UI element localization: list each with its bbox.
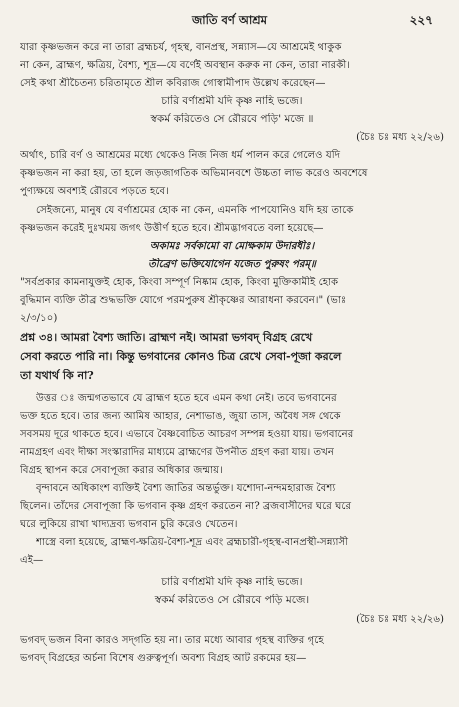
page-number: ২২৭ [409, 13, 433, 27]
paragraph-line: ভগবদ্‌ ভজন বিনা কারও সদ্‌গতি হয় না। তার মধ্যে আবার গৃহস্থ ব্যক্তির গৃহে [20, 635, 324, 646]
paragraph-line: সবসময় দূরে থাকতে হবে। এভাবে বৈষ্ণবোচিত আচরণ সম্পন্ন হওয়া যায়। ভগবানের [20, 429, 354, 440]
question-heading: প্রশ্ন ৩৪। আমরা বৈশ্য জাতি। ব্রাহ্মণ নই। আমরা ভগবদ্‌ বিগ্রহ রেখে [20, 331, 313, 344]
question-heading: তা যথার্থ কি না? [20, 369, 94, 382]
paragraph-line: কৃষ্ণভজন না করা হয়, তা হলে জড়জাগতিক অভিমানবশে উচ্চতা লাভ করেও অবশেষে [20, 168, 368, 179]
sanskrit-verse-line: অকামঃ সর্বকামো বা মোক্ষকাম উদারধীঃ। [149, 240, 315, 252]
paragraph-line: পুণ্যক্ষয়ে অবশ্যই রৌরবে পড়তে হবে। [20, 186, 169, 197]
answer-line: উত্তর ঃ জন্মগতভাবে যে ব্রাহ্মণ হতে হবে এমন কথা নেই। তবে ভগবানের [36, 393, 337, 404]
verse-line: চারি বর্ণাশ্রমী যদি কৃষ্ণ নাহি ভজে। [161, 576, 303, 588]
paragraph-line: ভগবদ্‌ বিগ্রহের অর্চনা বিশেষ গুরুত্বপূর্ণ। অবশ্য বিগ্রহ আট রকমের হয়— [20, 653, 307, 664]
paragraph-line: নামগ্রহণ এবং দীক্ষা সংস্কারাদির মাধ্যমে ব্রাহ্মণের উপনীত গ্রহণ করা যায়। তখন [20, 447, 334, 458]
page-title: জাতি বর্ণ আশ্রম [191, 13, 268, 27]
paragraph-line: "সর্বপ্রকার কামনাযুক্তই হোক, কিংবা সম্পূর্ণ নিষ্কাম হোক, কিংবা মুক্তিকামীই হোক [20, 277, 339, 288]
paragraph-line: ২/৩/১০) [20, 313, 58, 324]
paragraph-line: বুদ্ধিমান ব্যক্তি তীব্র শুদ্ধভক্তি যোগে পরমপুরুষ শ্রীকৃষ্ণের আরাধনা করবেন।" (ভাঃ [20, 295, 347, 306]
paragraph-line: বৃন্দাবনে অধিকাংশ ব্যক্তিই বৈশ্য জাতির অন্তর্ভুক্ত। যশোদা-নন্দমহারাজ বৈশ্য [36, 483, 336, 494]
paragraph-line: কৃষ্ণভজন করেই দুঃখময় জগৎ উত্তীর্ণ হতে হবে। শ্রীমদ্ভাগবতে বলা হয়েছে— [20, 223, 324, 234]
verse-line: স্বকর্ম করিতেও সে রৌরবে পড়ি' মজে ॥ [150, 113, 314, 125]
verse-line: স্বকর্ম করিতেও সে রৌরবে পড়ি মজে। [154, 594, 310, 606]
paragraph-line: এই— [20, 555, 44, 566]
paragraph-line: শাস্ত্রে বলা হয়েছে, ব্রাহ্মণ-ক্ষত্রিয়-বৈশ্য-শূদ্র এবং ব্রহ্মচারী-গৃহস্থ-বানপ্রস্থী-সন্ন্যাসী [36, 537, 349, 548]
paragraph-line: যারা কৃষ্ণভজন করে না তারা ব্রহ্মচর্য, গৃহস্থ, বানপ্রস্থ, সন্ন্যাস—যে আশ্রমেই থাকুক [20, 42, 342, 53]
paragraph-line: না কেন, ব্রাহ্মণ, ক্ষত্রিয়, বৈশ্য, শূদ্র—যে বর্ণেই অবস্থান করুক না কেন, তারা নারকী। [20, 60, 350, 71]
paragraph-line: ঘরে লুকিয়ে রাখা খাদ্যদ্রব্য ভগবান চুরি করেও খেতেন। [20, 519, 238, 530]
paragraph-line: ছিলেন। তাঁদের সেবাপূজা কি ভগবান কৃষ্ণ গ্রহণ করতেন না? ব্রজবাসীদের ঘরে ঘরে [20, 501, 352, 512]
paragraph-line: সেই কথা শ্রীচৈতন্য চরিতামৃতে শ্রীল কবিরাজ গোস্বামীপাদ উল্লেখ করেছেন— [20, 78, 326, 89]
paragraph-line: বিগ্রহ স্থাপন করে সেবাপূজা করার অধিকার জন্মায়। [20, 465, 223, 476]
verse-line: চারি বর্ণাশ্রমী যদি কৃষ্ণ নাহি ভজে। [161, 95, 303, 107]
paragraph-line: অর্থাৎ, চারি বর্ণ ও আশ্রমের মধ্যে থেকেও নিজ নিজ ধর্ম পালন করে গেলেও যদি [20, 150, 341, 161]
paragraph-line: সেইজন্যে, মানুষ যে বর্ণাশ্রমের হোক না কেন, এমনকি পাপযোনিও যদি হয় তাকে [36, 205, 354, 216]
verse-reference: (চৈঃ চঃ মধ্য ২২/২৬) [356, 614, 444, 625]
paragraph-line: ভক্ত হতে হবে। তার জন্য আমিষ আহার, নেশাভাঙ, জুয়া তাস, অবৈধ সঙ্গ থেকে [20, 411, 341, 422]
page-header [0, 12, 459, 30]
question-heading: সেবা করতে পারি না। কিন্তু ভগবানের কোনও চিত্র রেখে সেবা-পূজা করলে [20, 350, 342, 363]
sanskrit-verse-line: তীব্রেণ ভক্তিযোগেন যজেত পুরুষং পরম্‌॥ [148, 258, 316, 270]
verse-reference: (চৈঃ চঃ মধ্য ২২/২৬) [356, 132, 444, 143]
